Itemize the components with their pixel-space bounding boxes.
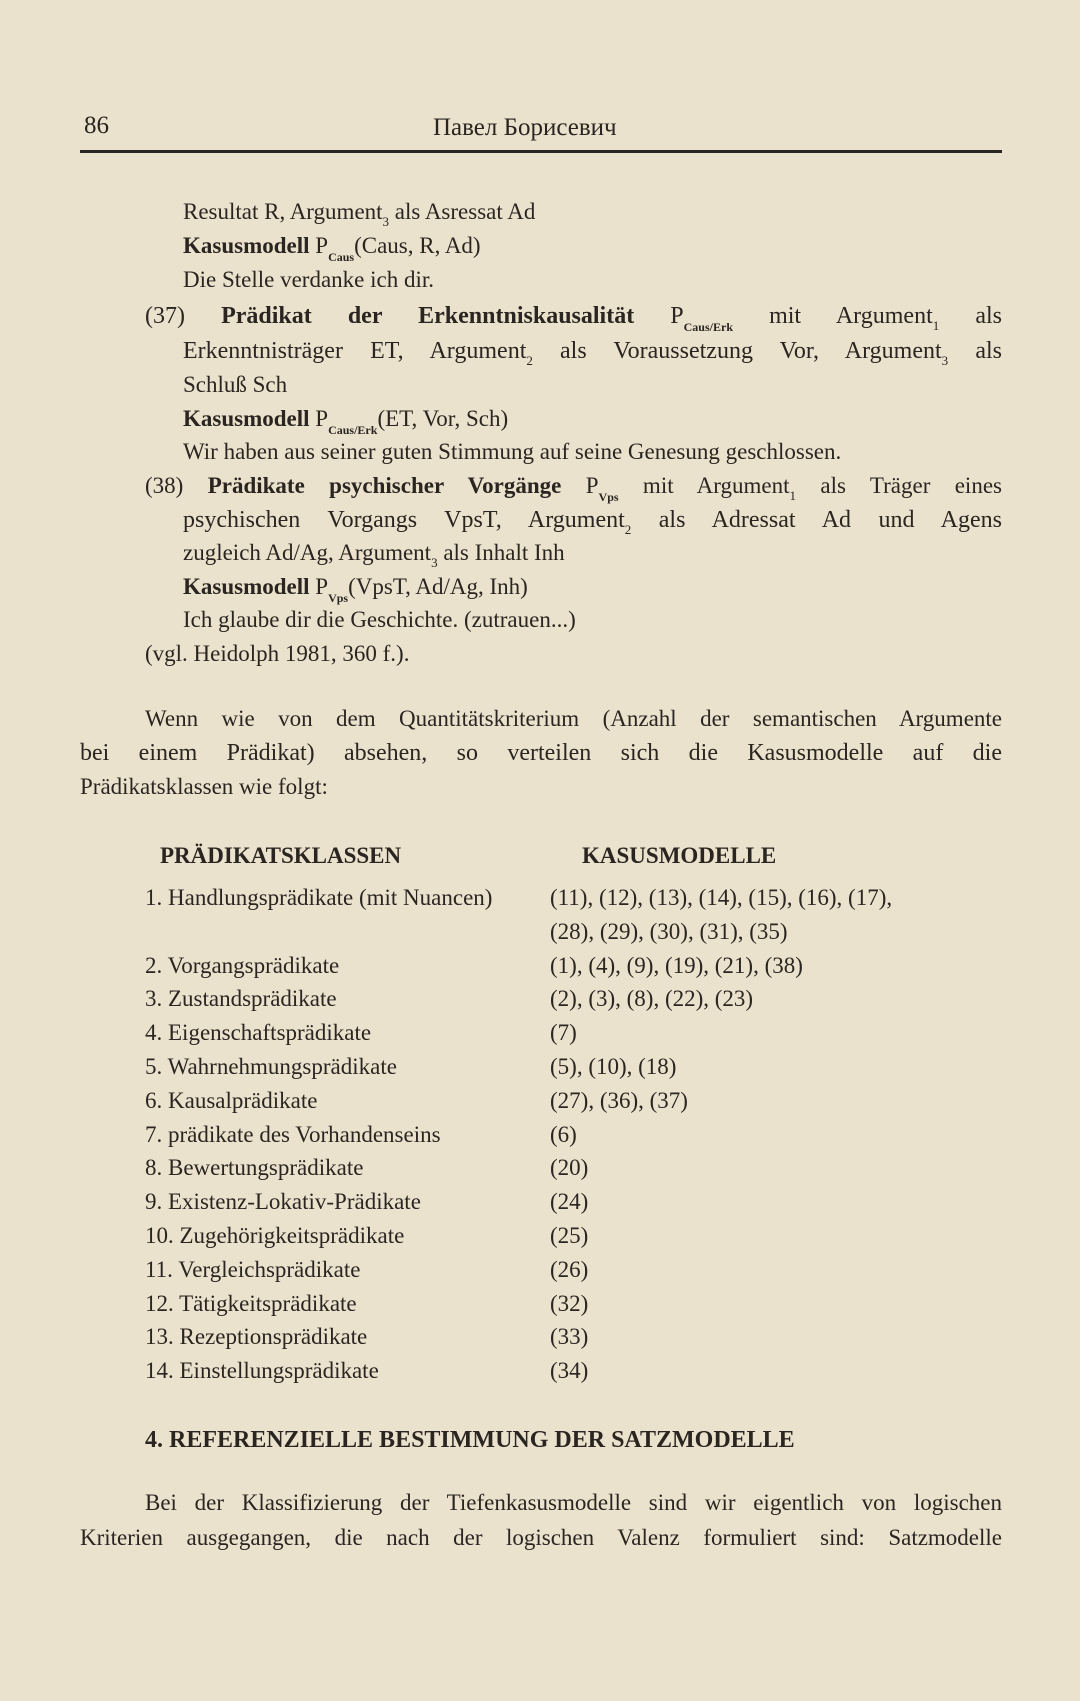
column-header-modelle: KASUSMODELLE: [582, 843, 777, 868]
example-line: Erkenntnisträger ET, Argument$_2$ als Voraussetzung Vor, Argument$_3$ als: [183, 338, 1002, 368]
predicate-class: 10. Zugehörigkeitsprädikate: [145, 1223, 405, 1248]
example-38-title: (38) Prädikate psychischer Vorgänge $P_{Vps}$ mit Argument$_1$ als Träger eines: [145, 473, 1002, 504]
paragraph-line: Wenn wie von dem Quantitätskriterium (Anzahl der semantischen Argumente: [145, 706, 1002, 731]
running-title: Павел Борисевич: [433, 114, 617, 141]
paragraph-line: Kriterien ausgegangen, die nach der logischen Valenz formuliert sind: Satzmodelle: [80, 1525, 1002, 1550]
paragraph-line: Bei der Klassifizierung der Tiefenkasusmodelle sind wir eigentlich von logischen: [145, 1490, 1002, 1515]
predicate-class: 8. Bewertungsprädikate: [145, 1155, 364, 1181]
example-line: Schluß Sch: [183, 372, 288, 397]
predicate-class: 9. Existenz-Lokativ-Prädikate: [145, 1189, 421, 1215]
case-models: (6): [550, 1121, 577, 1147]
example-sentence: Die Stelle verdanke ich dir.: [183, 267, 435, 292]
paragraph-line: bei einem Prädikat) absehen, so verteilen sich die Kasusmodelle auf die: [80, 740, 1002, 766]
predicate-class: 13. Rezeptionsprädikate: [145, 1324, 368, 1350]
predicate-class: 7. prädikate des Vorhandenseins: [145, 1121, 441, 1147]
example-line: zugleich Ad/Ag, Argument$_3$ als Inhalt Inh: [183, 540, 565, 570]
case-models: (32): [550, 1290, 589, 1316]
case-models: (5), (10), (18): [550, 1054, 677, 1079]
citation: (vgl. Heidolph 1981, 360 f.).: [145, 641, 410, 666]
predicate-class: 6. Kausalprädikate: [145, 1087, 318, 1113]
predicate-class: 11. Vergleichsprädikate: [145, 1256, 361, 1282]
case-models: (20): [550, 1155, 589, 1181]
header-rule: [80, 150, 1002, 153]
example-line: Resultat R, Argument$_3$ als Asressat Ad: [183, 199, 536, 229]
example-line: psychischen Vorgangs VpsT, Argument$_2$ als Adressat Ad und Agens: [183, 507, 1002, 537]
case-models: (2), (3), (8), (22), (23): [550, 986, 754, 1012]
example-37-title: (37) Prädikat der Erkenntniskausalität $P_{Caus/Erk}$ mit Argument$_1$ als: [145, 303, 1002, 334]
case-models: (7): [550, 1020, 577, 1046]
case-models: (25): [550, 1223, 589, 1248]
kasusmodell-line: Kasusmodell $P_{Caus}(Caus$, R, Ad): [183, 233, 481, 264]
case-models: (34): [550, 1358, 589, 1384]
example-sentence: Wir haben aus seiner guten Stimmung auf seine Genesung geschlossen.: [183, 439, 842, 464]
case-models: (28), (29), (30), (31), (35): [550, 918, 788, 944]
predicate-class: 12. Tätigkeitsprädikate: [145, 1290, 357, 1316]
case-models: (27), (36), (37): [550, 1087, 688, 1113]
predicate-class: 4. Eigenschaftsprädikate: [145, 1020, 372, 1046]
page-number: 86: [84, 112, 109, 139]
kasusmodell-line: Kasusmodell $P_{Vps}(VpsT$, Ad/Ag, Inh): [183, 574, 528, 605]
paragraph-line: Prädikatsklassen wie folgt:: [80, 774, 328, 799]
case-models: (26): [550, 1256, 589, 1282]
predicate-class: 14. Einstellungsprädikate: [145, 1358, 379, 1384]
case-models: (1), (4), (9), (19), (21), (38): [550, 952, 803, 978]
kasusmodell-line: Kasusmodell $P_{Caus/Erk}(ET$, Vor, Sch): [183, 406, 509, 437]
predicate-class: 3. Zustandsprädikate: [145, 986, 337, 1012]
predicate-class: 5. Wahrnehmungsprädikate: [145, 1054, 397, 1079]
section-heading: 4. REFERENZIELLE BESTIMMUNG DER SATZMODELLE: [145, 1427, 795, 1453]
case-models: (33): [550, 1324, 589, 1350]
predicate-class: 1. Handlungsprädikate (mit Nuancen): [145, 885, 493, 910]
case-models: (24): [550, 1189, 589, 1215]
case-models: (11), (12), (13), (14), (15), (16), (17),: [550, 885, 893, 910]
predicate-class: 2. Vorgangsprädikate: [145, 952, 340, 978]
column-header-klassen: PRÄDIKATSKLASSEN: [160, 843, 402, 868]
example-sentence: Ich glaube dir die Geschichte. (zutrauen...): [183, 607, 576, 632]
